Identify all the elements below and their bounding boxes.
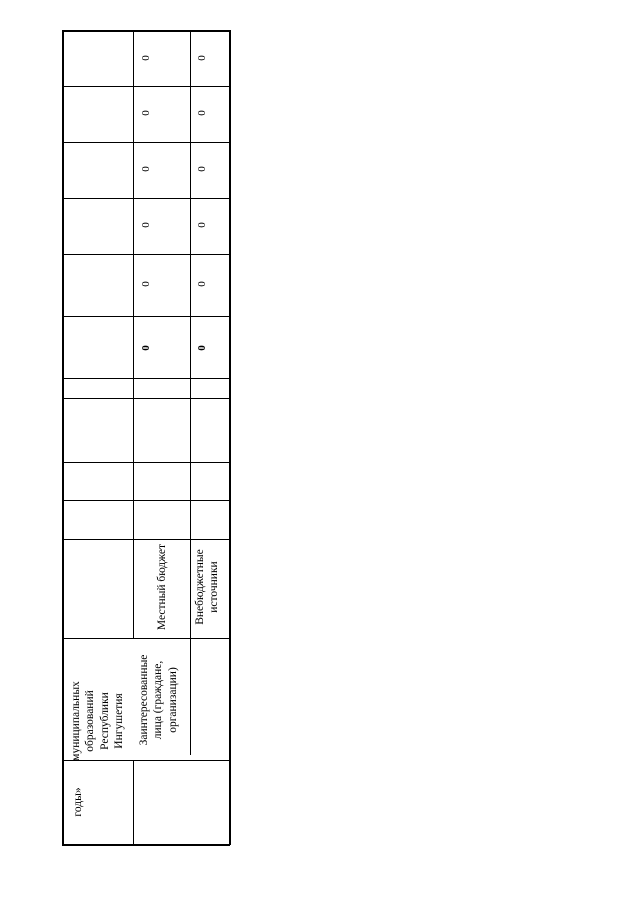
value-local-2: 0 — [139, 222, 152, 228]
row-divider-1b — [133, 760, 134, 845]
table-border-right — [229, 30, 231, 845]
value-extra-total: 0 — [195, 345, 208, 351]
value-local-4: 0 — [139, 110, 152, 116]
cell-interested-parties: Заинтересованные лица (граждане, организации) — [138, 654, 179, 746]
value-extra-4: 0 — [195, 110, 208, 116]
col-line-1 — [62, 86, 230, 87]
col-line-5 — [62, 316, 230, 317]
table-border-bottom — [62, 844, 230, 846]
value-local-1: 0 — [139, 281, 152, 287]
table-border-left — [62, 30, 64, 845]
value-local-3: 0 — [139, 166, 152, 172]
col-line-3 — [62, 198, 230, 199]
value-extra-3: 0 — [195, 166, 208, 172]
cell-municipal-title: муниципальных образований Республики Ингушетия — [70, 681, 126, 761]
col-line-9 — [62, 500, 230, 501]
value-local-total: 0 — [139, 345, 152, 351]
cell-extrabudgetary: Внебюджетные источники — [194, 549, 221, 625]
value-local-5: 0 — [139, 55, 152, 61]
col-line-6 — [62, 378, 230, 379]
cell-years: годы» — [72, 787, 84, 817]
col-line-4 — [62, 254, 230, 255]
col-line-2 — [62, 142, 230, 143]
row-divider-1 — [133, 30, 134, 638]
col-line-7 — [62, 398, 230, 399]
value-extra-5: 0 — [195, 55, 208, 61]
value-extra-1: 0 — [195, 281, 208, 287]
col-line-11 — [62, 638, 230, 639]
col-line-8 — [62, 462, 230, 463]
row-divider-2 — [190, 30, 191, 755]
value-extra-2: 0 — [195, 222, 208, 228]
table-border-top — [62, 30, 230, 32]
cell-local-budget: Местный бюджет — [156, 543, 168, 631]
